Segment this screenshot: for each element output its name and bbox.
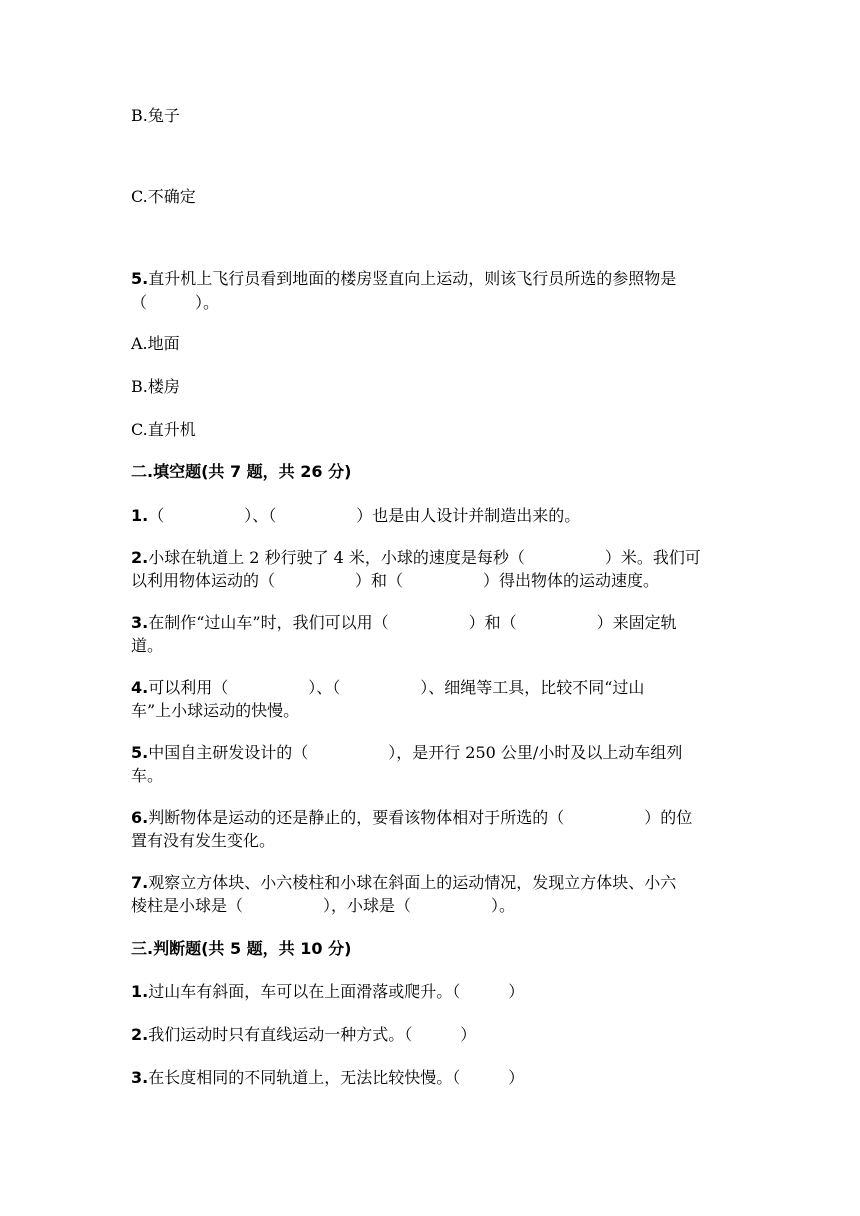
question-number: 3. xyxy=(131,613,149,632)
section-heading-true-false: 三.判断题(共 5 题，共 10 分) xyxy=(131,939,352,958)
question-text-cont: 置有没有发生变化。 xyxy=(131,831,276,850)
question-item xyxy=(131,981,524,1003)
question-item xyxy=(131,547,701,569)
question-item xyxy=(131,677,644,699)
question-5 xyxy=(131,268,676,290)
question-text-cont: 道。 xyxy=(131,636,164,655)
question-text-cont: 车”上小球运动的快慢。 xyxy=(131,701,300,720)
question-item xyxy=(131,742,682,764)
question-text: 在制作“过山车”时，我们可以用（ ）和（ ）来固定轨 xyxy=(148,613,677,632)
question-text-cont: 车。 xyxy=(131,766,164,785)
question-text: （ ）、（ ）也是由人设计并制造出来的。 xyxy=(148,506,581,525)
question-item xyxy=(131,872,676,894)
question-item xyxy=(131,807,692,829)
section-heading-fill-blank: 二.填空题(共 7 题，共 26 分) xyxy=(131,462,352,481)
question-number: 2. xyxy=(131,548,149,567)
question-item xyxy=(131,1024,476,1046)
question-text: 过山车有斜面，车可以在上面滑落或爬升。（ ） xyxy=(148,982,525,1001)
question-number: 4. xyxy=(131,678,149,697)
option-a: A.地面 xyxy=(131,334,180,353)
question-number: 1. xyxy=(131,982,149,1001)
question-number: 7. xyxy=(131,873,149,892)
question-number: 3. xyxy=(131,1068,149,1087)
option-c: C.直升机 xyxy=(131,420,196,439)
question-number: 2. xyxy=(131,1025,149,1044)
question-item xyxy=(131,1067,524,1089)
question-item xyxy=(131,505,580,527)
question-text: 判断物体是运动的还是静止的，要看该物体相对于所选的（ ）的位 xyxy=(148,808,693,827)
question-text: 我们运动时只有直线运动一种方式。（ ） xyxy=(148,1025,477,1044)
question-number: 6. xyxy=(131,808,149,827)
question-text-cont: 棱柱是小球是（ ），小球是（ ）。 xyxy=(131,896,516,915)
question-text: 小球在轨道上 2 秒行驶了 4 米，小球的速度是每秒（ ）米。我们可 xyxy=(148,548,701,567)
question-text: 直升机上飞行员看到地面的楼房竖直向上运动，则该飞行员所选的参照物是 xyxy=(148,269,677,288)
question-number: 1. xyxy=(131,506,149,525)
option-b: B.兔子 xyxy=(131,106,180,125)
question-number: 5. xyxy=(131,743,149,762)
option-b: B.楼房 xyxy=(131,377,180,396)
question-text-cont: 以利用物体运动的（ ）和（ ）得出物体的运动速度。 xyxy=(131,571,660,590)
option-c: C.不确定 xyxy=(131,187,196,206)
question-5-blank: （ ）。 xyxy=(131,293,220,312)
question-text: 在长度相同的不同轨道上，无法比较快慢。（ ） xyxy=(148,1068,525,1087)
question-text: 中国自主研发设计的（ ），是开行 250 公里/小时及以上动车组列 xyxy=(148,743,683,762)
question-text: 可以利用（ ）、（ ）、细绳等工具，比较不同“过山 xyxy=(148,678,645,697)
question-text: 观察立方体块、小六棱柱和小球在斜面上的运动情况，发现立方体块、小六 xyxy=(148,873,677,892)
question-item xyxy=(131,612,677,634)
question-number: 5. xyxy=(131,269,149,288)
